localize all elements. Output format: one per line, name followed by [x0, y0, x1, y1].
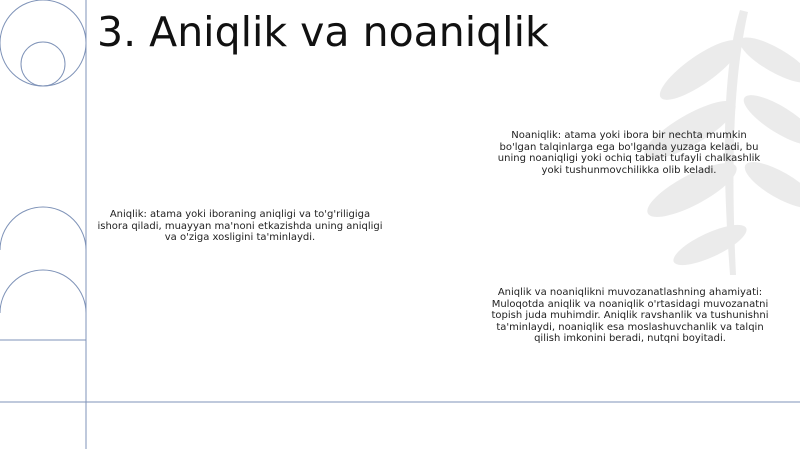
small-circle — [21, 42, 65, 86]
definition-noaniqlik: Noaniqlik: atama yoki ibora bir nechta mumkin bo'lgan talqinlarga ega bo'lganda yuzaga keladi, bu uning noaniqligi yoki ochiq tabiati tufayli chalkashlik yoki tushunmovchilikka olib keladi. — [497, 130, 761, 176]
slide-title: 3. Aniqlik va noaniqlik — [97, 8, 549, 56]
upper-arch — [0, 207, 86, 449]
definition-aniqlik: Aniqlik: atama yoki iboraning aniqligi va to'g'riligiga ishora qiladi, muayyan ma'noni etkazishda uning aniqligi va o'ziga xosligini ta'minlaydi. — [97, 209, 383, 243]
large-circle — [0, 0, 86, 86]
balance-importance: Aniqlik va noaniqlikni muvozanatlashning ahamiyati: Muloqotda aniqlik va noaniqlik o'rtasidagi muvozanatni topish juda muhimdir. Aniqlik ravshanlik va tushunishni ta'minlaydi, noaniqlik esa moslashuvchanlik va talqin qilish imkonini beradi, nutqni boyitadi. — [491, 287, 769, 344]
lower-arch — [0, 270, 86, 313]
